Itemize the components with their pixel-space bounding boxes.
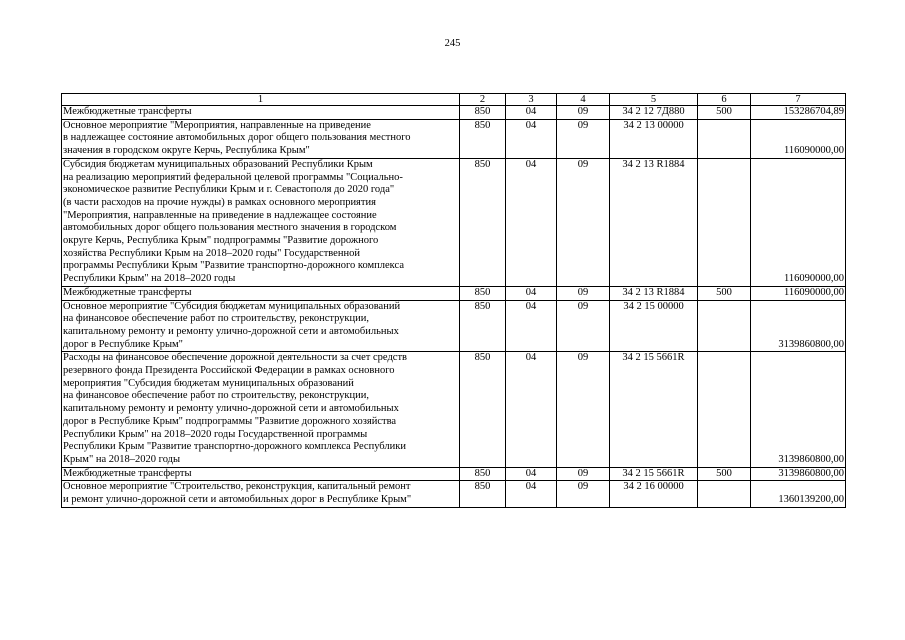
column-header: 2 bbox=[460, 94, 506, 106]
item-name-cell: Межбюджетные трансферты bbox=[62, 106, 460, 120]
section-cell: 04 bbox=[506, 481, 557, 507]
target-article-cell: 34 2 15 5661R bbox=[610, 352, 698, 467]
table-row bbox=[62, 158, 846, 286]
subsection-cell: 09 bbox=[557, 300, 610, 352]
subsection-cell: 09 bbox=[557, 119, 610, 158]
budget-table bbox=[61, 93, 846, 508]
amount-cell: 116090000,00 bbox=[751, 286, 846, 300]
code-cell: 850 bbox=[460, 158, 506, 286]
table-row bbox=[62, 481, 846, 507]
expense-type-cell bbox=[698, 158, 751, 286]
code-cell: 850 bbox=[460, 106, 506, 120]
target-article-cell: 34 2 12 7Д880 bbox=[610, 106, 698, 120]
section-cell: 04 bbox=[506, 286, 557, 300]
expense-type-cell bbox=[698, 481, 751, 507]
table-row bbox=[62, 106, 846, 120]
item-name-cell: Межбюджетные трансферты bbox=[62, 467, 460, 481]
expense-type-cell: 500 bbox=[698, 106, 751, 120]
section-cell: 04 bbox=[506, 158, 557, 286]
table-row bbox=[62, 352, 846, 467]
amount-cell: 3139860800,00 bbox=[751, 300, 846, 352]
table-header-row bbox=[62, 94, 846, 106]
subsection-cell: 09 bbox=[557, 467, 610, 481]
target-article-cell: 34 2 15 5661R bbox=[610, 467, 698, 481]
amount-cell: 153286704,89 bbox=[751, 106, 846, 120]
code-cell: 850 bbox=[460, 119, 506, 158]
subsection-cell: 09 bbox=[557, 481, 610, 507]
subsection-cell: 09 bbox=[557, 106, 610, 120]
item-name-cell: Межбюджетные трансферты bbox=[62, 286, 460, 300]
amount-cell: 3139860800,00 bbox=[751, 352, 846, 467]
column-header: 1 bbox=[62, 94, 460, 106]
section-cell: 04 bbox=[506, 300, 557, 352]
item-name-cell: Основное мероприятие "Мероприятия, направленные на приведение в надлежащее состояние автомобильных дорог общего пользования местного значения в городском округе Керчь, Республика Крым" bbox=[62, 119, 460, 158]
subsection-cell: 09 bbox=[557, 352, 610, 467]
amount-cell: 1360139200,00 bbox=[751, 481, 846, 507]
code-cell: 850 bbox=[460, 286, 506, 300]
item-name-cell: Основное мероприятие "Субсидия бюджетам муниципальных образований на финансовое обеспечение работ по строительству, реконструкции, капитальному ремонту и ремонту улично-дорожной сети и автомобильных дорог в Республике Крым" bbox=[62, 300, 460, 352]
column-header: 6 bbox=[698, 94, 751, 106]
section-cell: 04 bbox=[506, 106, 557, 120]
target-article-cell: 34 2 13 R1884 bbox=[610, 286, 698, 300]
column-header: 7 bbox=[751, 94, 846, 106]
section-cell: 04 bbox=[506, 119, 557, 158]
amount-cell: 116090000,00 bbox=[751, 119, 846, 158]
amount-cell: 116090000,00 bbox=[751, 158, 846, 286]
target-article-cell: 34 2 15 00000 bbox=[610, 300, 698, 352]
expense-type-cell: 500 bbox=[698, 286, 751, 300]
table-row bbox=[62, 300, 846, 352]
code-cell: 850 bbox=[460, 481, 506, 507]
item-name-cell: Субсидия бюджетам муниципальных образований Республики Крым на реализацию мероприятий федеральной целевой программы "Социально- экономическое развитие Республики Крым и г. Севастополя до 2020 года" (в части расходов на прочие нужды) в рамках основного мероприятия "Мероприятия, направленные на приведение в надлежащее состояние автомобильных дорог общего пользования местного значения в городском округе Керчь, Республика Крым" подпрограммы "Развитие дорожного хозяйства Республики Крым на 2018–2020 годы" Государственной программы Республики Крым "Развитие транспортно-дорожного комплекса Республики Крым" на 2018–2020 годы bbox=[62, 158, 460, 286]
table-row bbox=[62, 286, 846, 300]
table-row bbox=[62, 467, 846, 481]
page-number: 245 bbox=[444, 38, 461, 49]
section-cell: 04 bbox=[506, 352, 557, 467]
item-name-cell: Расходы на финансовое обеспечение дорожной деятельности за счет средств резервного фонда Президента Российской Федерации в рамках основного мероприятия "Субсидия бюджетам муниципальных образований на финансовое обеспечение работ по строительству, реконструкции, капитальному ремонту и ремонту улично-дорожной сети и автомобильных дорог в Республике Крым" подпрограммы "Развитие дорожного хозяйства Республики Крым" на 2018–2020 годы Государственной программы Республики Крым "Развитие транспортно-дорожного комплекса Республики Крым" на 2018–2020 годы bbox=[62, 352, 460, 467]
code-cell: 850 bbox=[460, 300, 506, 352]
expense-type-cell bbox=[698, 119, 751, 158]
column-header: 5 bbox=[610, 94, 698, 106]
expense-type-cell bbox=[698, 300, 751, 352]
column-header: 3 bbox=[506, 94, 557, 106]
code-cell: 850 bbox=[460, 467, 506, 481]
target-article-cell: 34 2 13 R1884 bbox=[610, 158, 698, 286]
item-name-cell: Основное мероприятие "Строительство, реконструкция, капитальный ремонт и ремонт улично-дорожной сети и автомобильных дорог в Республике Крым" bbox=[62, 481, 460, 507]
column-header: 4 bbox=[557, 94, 610, 106]
table-row bbox=[62, 119, 846, 158]
target-article-cell: 34 2 16 00000 bbox=[610, 481, 698, 507]
expense-type-cell bbox=[698, 352, 751, 467]
target-article-cell: 34 2 13 00000 bbox=[610, 119, 698, 158]
subsection-cell: 09 bbox=[557, 158, 610, 286]
amount-cell: 3139860800,00 bbox=[751, 467, 846, 481]
section-cell: 04 bbox=[506, 467, 557, 481]
code-cell: 850 bbox=[460, 352, 506, 467]
subsection-cell: 09 bbox=[557, 286, 610, 300]
expense-type-cell: 500 bbox=[698, 467, 751, 481]
